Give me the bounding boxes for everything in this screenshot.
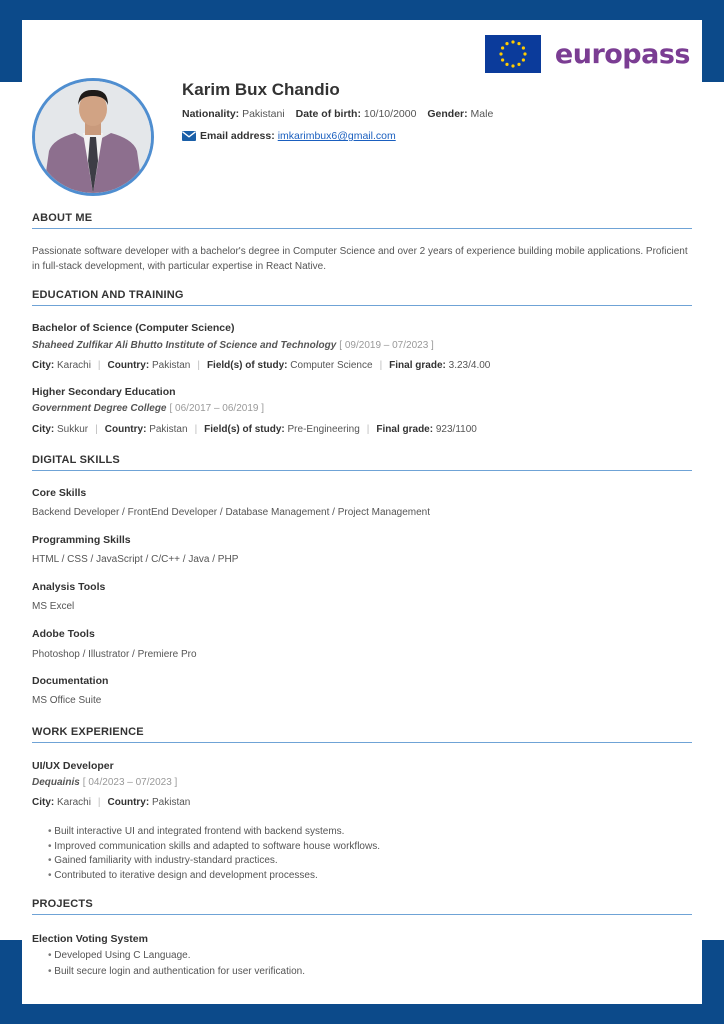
eu-star [505, 63, 508, 66]
grade-label: Final grade: [376, 424, 434, 435]
education-dates: [ 09/2019 – 07/2023 ] [339, 340, 434, 351]
list-item: • Gained familiarity with industry-standard practices. [48, 854, 380, 869]
country-value: Pakistan [151, 360, 191, 371]
eu-star [517, 63, 520, 66]
nationality-label: Nationality: [182, 108, 240, 120]
corner-decoration [702, 0, 724, 82]
city-value: Karachi [57, 797, 91, 808]
field-value: Pre-Engineering [287, 424, 360, 435]
person-name: Karim Bux Chandio [182, 80, 340, 99]
skill-group-name: Analysis Tools [32, 581, 106, 593]
section-work-title: WORK EXPERIENCE [32, 726, 692, 743]
list-item: • Contributed to iterative design and development processes. [48, 869, 380, 884]
education-dates: [ 06/2017 – 06/2019 ] [169, 403, 265, 414]
education-degree: Bachelor of Science (Computer Science) [32, 322, 235, 334]
list-item: • Developed Using C Language. [48, 948, 305, 964]
eu-star [522, 58, 525, 61]
skill-group-name: Documentation [32, 675, 109, 687]
corner-decoration [0, 940, 22, 1024]
city-label: City: [32, 360, 55, 371]
section-education-title: EDUCATION AND TRAINING [32, 289, 692, 306]
eu-star [511, 40, 514, 43]
country-label: Country: [104, 424, 147, 435]
personal-info [182, 108, 493, 120]
city-value: Sukkur [57, 424, 89, 435]
skill-group-name: Adobe Tools [32, 628, 95, 640]
list-item: • Built interactive UI and integrated frontend with backend systems. [48, 825, 380, 840]
eu-star [523, 52, 526, 55]
skill-group-value: HTML / CSS / JavaScript / C/C++ / Java / PHP [32, 554, 239, 565]
europass-logo [485, 35, 690, 73]
logo-text: europass [554, 38, 690, 70]
corner-decoration [0, 0, 22, 82]
job-bullets [48, 825, 380, 883]
profile-photo [32, 78, 154, 196]
about-text: Passionate software developer with a bachelor's degree in Computer Science and over 2 years of experience building mobile applications. Proficient in full-stack development, with particular expertise in React Native. [32, 246, 688, 272]
gender-value: Male [470, 108, 494, 120]
country-label: Country: [107, 797, 150, 808]
eu-star [505, 42, 508, 45]
skill-group-name: Programming Skills [32, 534, 131, 546]
gender-label: Gender: [427, 108, 468, 120]
skill-group-value: Photoshop / Illustrator / Premiere Pro [32, 649, 197, 660]
corner-decoration [702, 940, 724, 1024]
institution-name: Shaheed Zulfikar Ali Bhutto Institute of Science and Technology [32, 340, 337, 351]
section-about-title: ABOUT ME [32, 212, 692, 229]
eu-star [511, 64, 514, 67]
city-value: Karachi [57, 360, 91, 371]
institution-name: Government Degree College [32, 403, 167, 414]
country-value: Pakistan [149, 424, 188, 435]
field-label: Field(s) of study: [204, 424, 285, 435]
company-name: Dequainis [32, 777, 80, 788]
education-details: City: Sukkur | Country: Pakistan | Field(s) of study: Pre-Engineering | Final grade: 923/1100 [32, 424, 477, 435]
email-label: Email address: [200, 130, 275, 142]
country-label: Country: [107, 360, 150, 371]
section-projects-title: PROJECTS [32, 898, 692, 915]
job-details: City: Karachi | Country: Pakistan [32, 797, 191, 808]
city-label: City: [32, 797, 55, 808]
job-company-line [32, 777, 177, 788]
bottom-band [0, 1004, 724, 1024]
eu-star [501, 46, 504, 49]
grade-label: Final grade: [389, 360, 446, 371]
eu-star [501, 58, 504, 61]
field-label: Field(s) of study: [206, 360, 288, 371]
field-value: Computer Science [290, 360, 373, 371]
job-dates: [ 04/2023 – 07/2023 ] [82, 777, 178, 788]
skill-group-value: MS Excel [32, 601, 75, 612]
envelope-icon [182, 131, 196, 141]
nationality-value: Pakistani [242, 108, 285, 120]
eu-flag-icon [485, 35, 541, 73]
dob-label: Date of birth: [295, 108, 361, 120]
top-band [0, 0, 724, 20]
grade-value: 3.23/4.00 [448, 360, 491, 371]
skill-group-value: Backend Developer / FrontEnd Developer / Database Management / Project Management [32, 507, 430, 518]
email-line [182, 130, 396, 142]
dob-value: 10/10/2000 [363, 108, 417, 120]
list-item: • Built secure login and authentication for user verification. [48, 964, 305, 980]
email-link[interactable]: imkarimbux6@gmail.com [277, 130, 396, 142]
grade-value: 923/1100 [435, 424, 477, 435]
education-details: City: Karachi | Country: Pakistan | Field(s) of study: Computer Science | Final grade: 3.23/4.00 [32, 360, 491, 371]
country-value: Pakistan [151, 797, 191, 808]
education-institution [32, 340, 434, 351]
eu-star [522, 46, 525, 49]
list-item: • Improved communication skills and adapted to software house workflows. [48, 840, 380, 855]
cv-page [22, 20, 702, 1004]
section-skills-title: DIGITAL SKILLS [32, 454, 692, 471]
eu-star [517, 42, 520, 45]
eu-star [499, 52, 502, 55]
city-label: City: [32, 424, 55, 435]
education-degree: Higher Secondary Education [32, 386, 176, 398]
project-bullets [48, 948, 305, 980]
project-name: Election Voting System [32, 933, 148, 945]
job-role: UI/UX Developer [32, 760, 114, 772]
education-institution [32, 403, 264, 414]
skill-group-name: Core Skills [32, 487, 87, 499]
skill-group-value: MS Office Suite [32, 695, 102, 706]
